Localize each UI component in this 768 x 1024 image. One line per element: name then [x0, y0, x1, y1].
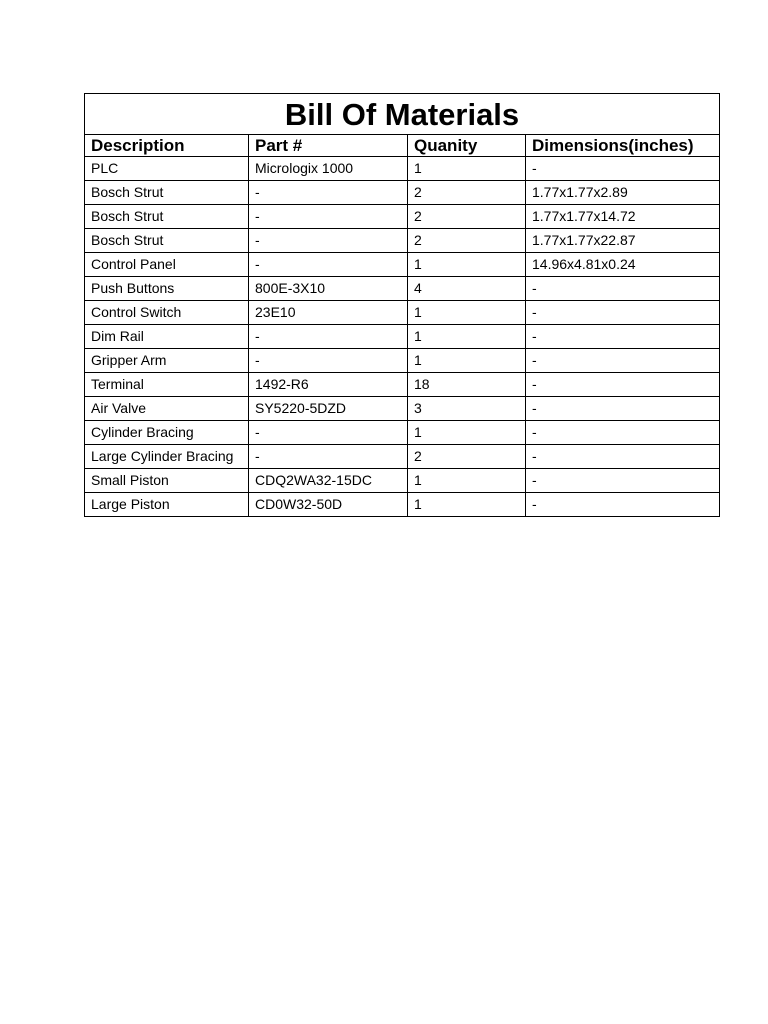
cell-dimensions: 14.96x4.81x0.24	[526, 253, 720, 277]
table-row	[85, 181, 720, 205]
cell-dimensions: -	[526, 277, 720, 301]
cell-description: Control Switch	[85, 301, 249, 325]
cell-quantity: 1	[408, 493, 526, 517]
cell-part-number: SY5220-5DZD	[249, 397, 408, 421]
cell-dimensions: -	[526, 493, 720, 517]
cell-part-number: 23E10	[249, 301, 408, 325]
cell-dimensions: 1.77x1.77x22.87	[526, 229, 720, 253]
cell-description: Large Cylinder Bracing	[85, 445, 249, 469]
table-row	[85, 373, 720, 397]
cell-quantity: 2	[408, 445, 526, 469]
cell-quantity: 1	[408, 325, 526, 349]
cell-part-number: -	[249, 229, 408, 253]
cell-dimensions: -	[526, 397, 720, 421]
cell-dimensions: 1.77x1.77x14.72	[526, 205, 720, 229]
cell-dimensions: 1.77x1.77x2.89	[526, 181, 720, 205]
cell-quantity: 2	[408, 181, 526, 205]
cell-dimensions: -	[526, 445, 720, 469]
column-header-row	[85, 135, 720, 157]
cell-quantity: 4	[408, 277, 526, 301]
cell-part-number: -	[249, 325, 408, 349]
cell-part-number: -	[249, 445, 408, 469]
table-row	[85, 421, 720, 445]
cell-quantity: 1	[408, 469, 526, 493]
cell-quantity: 1	[408, 349, 526, 373]
cell-quantity: 2	[408, 205, 526, 229]
cell-part-number: -	[249, 253, 408, 277]
column-header-part-number: Part #	[249, 135, 408, 157]
cell-part-number: CDQ2WA32-15DC	[249, 469, 408, 493]
cell-quantity: 1	[408, 421, 526, 445]
cell-description: Gripper Arm	[85, 349, 249, 373]
table-row	[85, 277, 720, 301]
bill-of-materials-table	[84, 93, 720, 517]
cell-quantity: 1	[408, 301, 526, 325]
table-row	[85, 229, 720, 253]
cell-description: Control Panel	[85, 253, 249, 277]
table-body	[85, 157, 720, 517]
cell-quantity: 3	[408, 397, 526, 421]
cell-part-number: Micrologix 1000	[249, 157, 408, 181]
cell-description: Large Piston	[85, 493, 249, 517]
cell-part-number: CD0W32-50D	[249, 493, 408, 517]
cell-description: Small Piston	[85, 469, 249, 493]
document-title: Bill Of Materials	[85, 94, 720, 135]
column-header-quantity: Quanity	[408, 135, 526, 157]
cell-dimensions: -	[526, 349, 720, 373]
table-row	[85, 349, 720, 373]
cell-part-number: -	[249, 421, 408, 445]
table-row	[85, 253, 720, 277]
cell-dimensions: -	[526, 325, 720, 349]
title-row	[85, 94, 720, 135]
cell-description: PLC	[85, 157, 249, 181]
cell-dimensions: -	[526, 157, 720, 181]
cell-quantity: 2	[408, 229, 526, 253]
table-row	[85, 205, 720, 229]
cell-description: Bosch Strut	[85, 229, 249, 253]
cell-part-number: -	[249, 181, 408, 205]
cell-dimensions: -	[526, 373, 720, 397]
cell-part-number: -	[249, 205, 408, 229]
table-row	[85, 493, 720, 517]
table-row	[85, 397, 720, 421]
cell-part-number: -	[249, 349, 408, 373]
table-row	[85, 325, 720, 349]
cell-description: Dim Rail	[85, 325, 249, 349]
cell-part-number: 1492-R6	[249, 373, 408, 397]
cell-quantity: 1	[408, 253, 526, 277]
cell-description: Push Buttons	[85, 277, 249, 301]
column-header-description: Description	[85, 135, 249, 157]
cell-description: Air Valve	[85, 397, 249, 421]
cell-quantity: 18	[408, 373, 526, 397]
column-header-dimensions: Dimensions(inches)	[526, 135, 720, 157]
cell-description: Bosch Strut	[85, 205, 249, 229]
cell-part-number: 800E-3X10	[249, 277, 408, 301]
cell-dimensions: -	[526, 421, 720, 445]
cell-description: Bosch Strut	[85, 181, 249, 205]
table-row	[85, 469, 720, 493]
table-row	[85, 301, 720, 325]
cell-description: Cylinder Bracing	[85, 421, 249, 445]
cell-quantity: 1	[408, 157, 526, 181]
table-row	[85, 157, 720, 181]
cell-dimensions: -	[526, 301, 720, 325]
cell-dimensions: -	[526, 469, 720, 493]
cell-description: Terminal	[85, 373, 249, 397]
table-row	[85, 445, 720, 469]
